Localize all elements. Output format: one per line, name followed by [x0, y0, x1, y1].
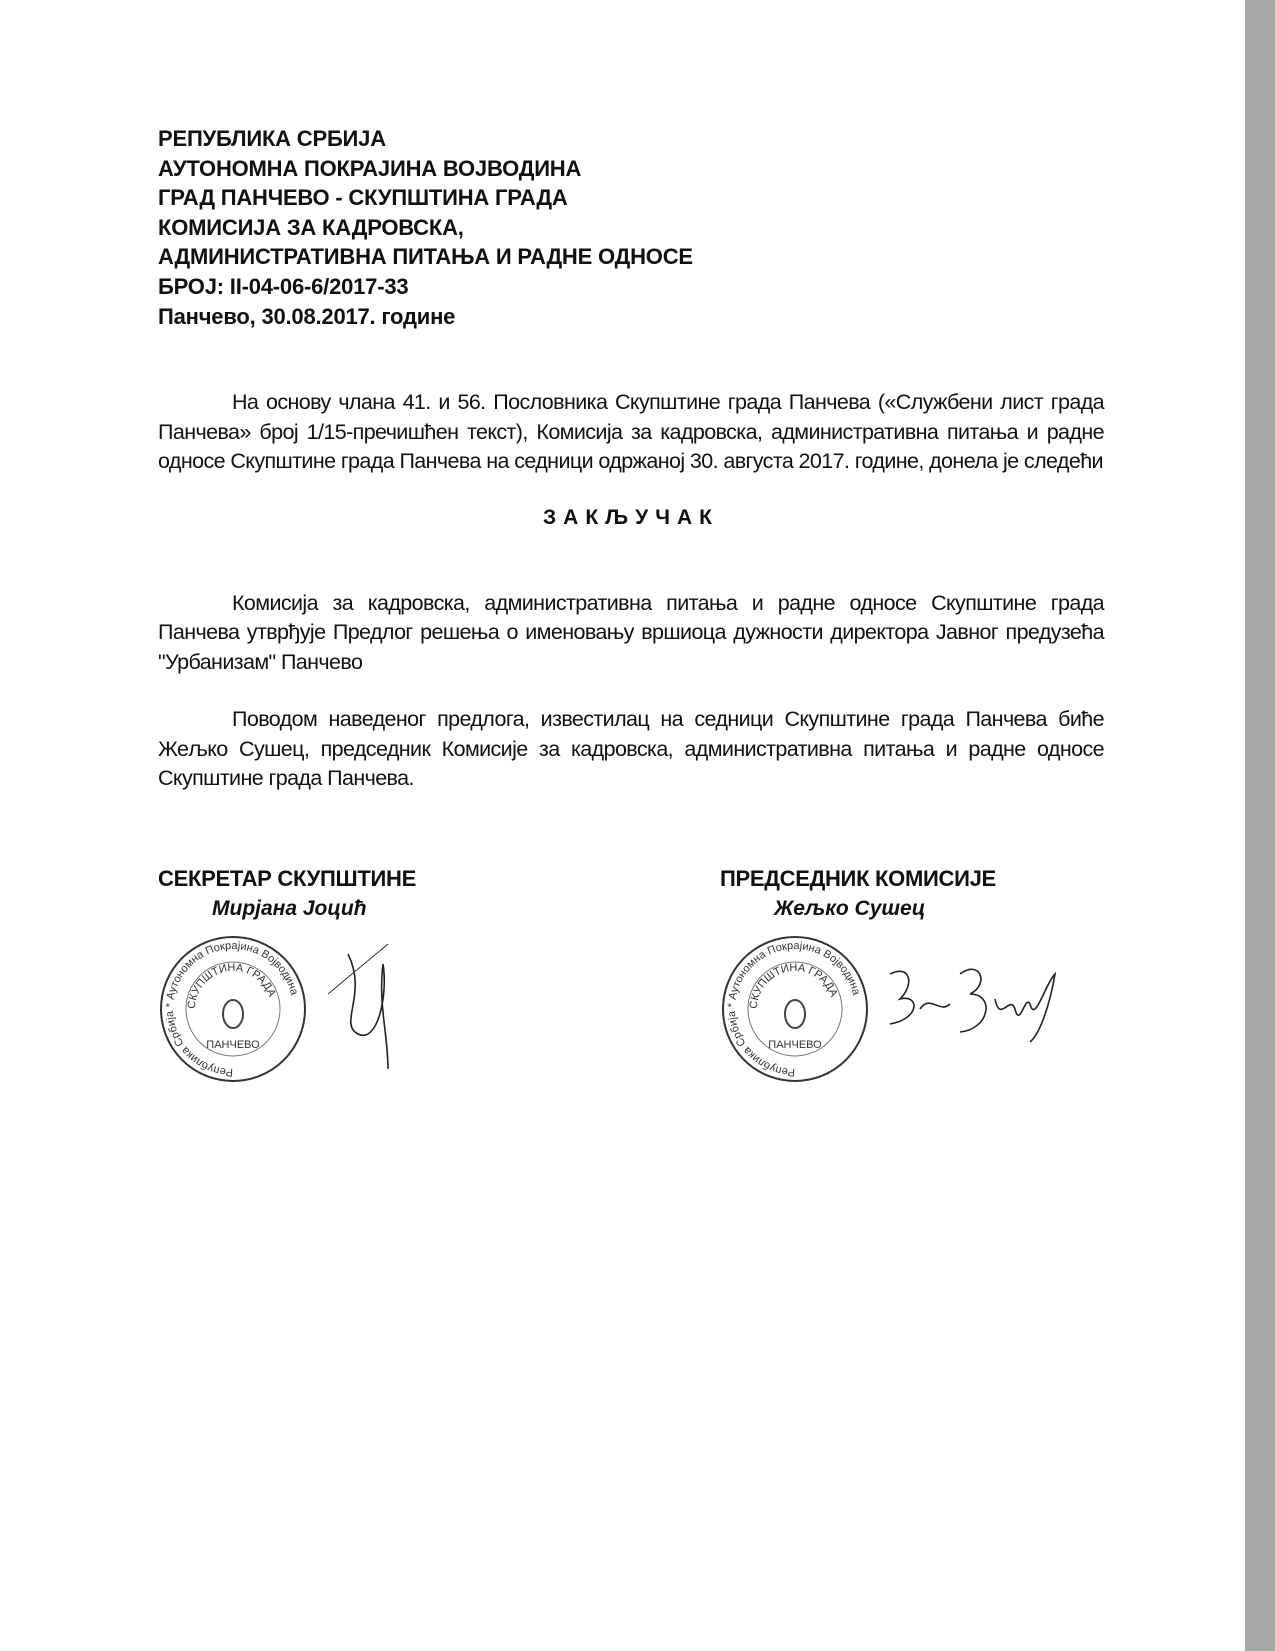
- signatory-right-name: Жељко Сушец: [774, 896, 926, 920]
- seal-inner-text: СКУПШТИНА ГРАДА: [747, 961, 840, 1010]
- seal-bottom-text: ПАНЧЕВО: [768, 1038, 822, 1051]
- official-seal-right: [720, 934, 870, 1084]
- signature-block: [158, 864, 1104, 1104]
- signatory-right: [720, 864, 1060, 1104]
- header-city: ГРАД ПАНЧЕВО - СКУПШТИНА ГРАДА: [158, 185, 568, 211]
- header-country: РЕПУБЛИКА СРБИЈА: [158, 126, 386, 151]
- document-header: [158, 124, 1104, 331]
- coat-of-arms-icon: [785, 1000, 805, 1028]
- header-number: БРОЈ: II-04-06-6/2017-33: [158, 273, 409, 299]
- coat-of-arms-icon: [223, 1000, 243, 1028]
- signatory-left-role: СЕКРЕТАР СКУПШТИНЕ: [158, 865, 416, 891]
- intro-text: На основу члана 41. и 56. Пословника Скупштине града Панчева («Службени лист града Панчева» број 1/15-пречишћен текст), Комисија за кадровска, административна питања и радне односе Скупштине града Панчева на седници одржаној 30. августа 2017. године, донела је следећи: [158, 390, 1104, 474]
- seal-inner-text: СКУПШТИНА ГРАДА: [185, 961, 278, 1010]
- svg-text:СКУПШТИНА ГРАДА: [748, 962, 840, 1009]
- header-commission-cont: АДМИНИСТРАТИВНА ПИТАЊА И РАДНЕ ОДНОСЕ: [158, 244, 693, 270]
- rapporteur-paragraph: [158, 705, 1104, 794]
- conclusion-text: Комисија за кадровска, административна питања и радне односе Скупштине града Панчева утврђује Предлог решења о именовању вршиоца дужности директора Јавног предузећа "Урбанизам" Панчево: [158, 590, 1104, 674]
- seal-bottom-text: ПАНЧЕВО: [206, 1038, 260, 1051]
- header-province: АУТОНОМНА ПОКРАЈИНА ВОЈВОДИНА: [158, 155, 582, 181]
- signatory-left: [158, 864, 578, 1104]
- rapporteur-text: Поводом наведеног предлога, известилац на седници Скупштине града Панчева биће Жељко Сушец, председник Комисије за кадровска, административна питања и радне односе Скупштине града Панчева.: [158, 707, 1104, 791]
- header-date: Панчево, 30.08.2017. године: [158, 303, 456, 329]
- signatory-left-seal-area: [158, 934, 578, 1104]
- scan-edge: [1245, 0, 1275, 1651]
- signature-right: [880, 954, 1060, 1044]
- intro-paragraph: [158, 388, 1104, 477]
- signature-left: [328, 934, 448, 1074]
- conclusion-paragraph: [158, 589, 1104, 678]
- seal-outer-text: Република Србија * Аутономна Покрајина Војводина: [163, 939, 301, 1078]
- seal-outer-text: Република Србија * Аутономна Покрајина Војводина: [725, 939, 863, 1078]
- document: [158, 124, 1104, 1104]
- svg-text:СКУПШТИНА ГРАДА: [186, 962, 278, 1009]
- header-commission: КОМИСИЈА ЗА КАДРОВСКА,: [158, 214, 464, 240]
- document-title: ЗАКЉУЧАК: [543, 505, 719, 529]
- official-seal-left: [158, 934, 308, 1084]
- signatory-right-seal-area: [720, 934, 1060, 1104]
- signatory-right-role: ПРЕДСЕДНИК КОМИСИЈЕ: [720, 865, 996, 891]
- signatory-left-name: Мирјана Јоцић: [212, 896, 367, 920]
